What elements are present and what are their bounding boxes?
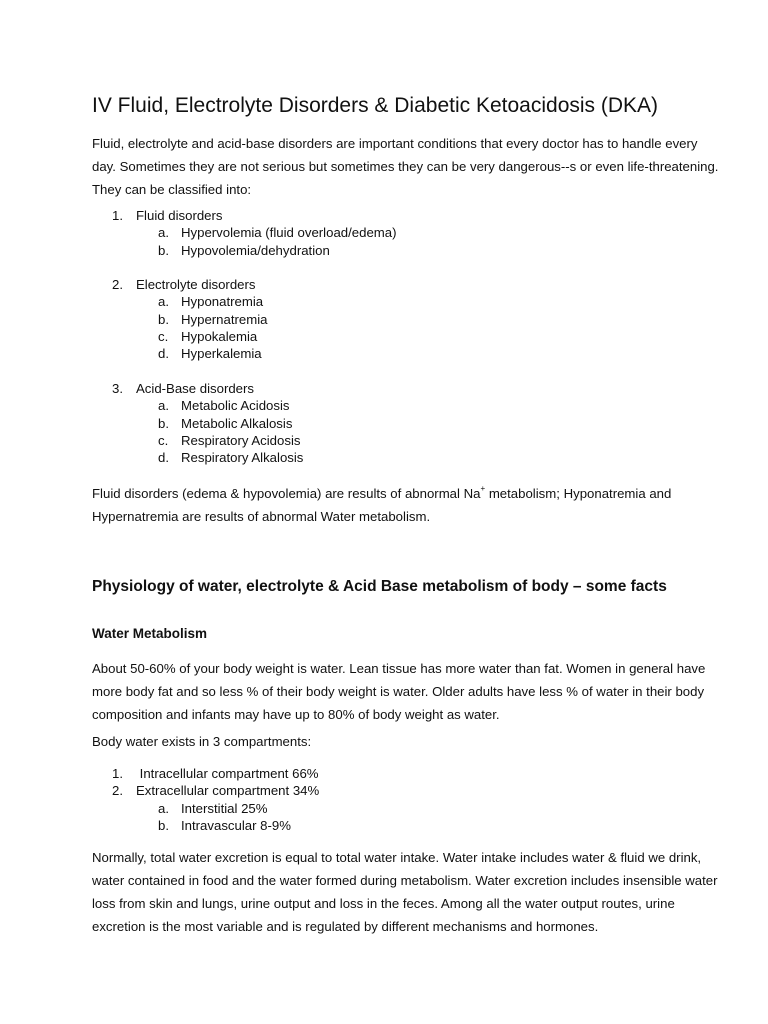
list-number: 1. [112, 766, 123, 781]
sodium-charge-superscript: + [480, 484, 486, 493]
list-label: Hypovolemia/dehydration [181, 242, 330, 258]
list-label: Respiratory Alkalosis [181, 450, 304, 466]
list-letter: c. [158, 432, 169, 448]
list-label: Respiratory Acidosis [181, 432, 301, 448]
list-letter: b. [158, 242, 169, 258]
list-label: Hyperkalemia [181, 346, 262, 362]
list-label: Hypernatremia [181, 311, 268, 327]
summary-text-part1: Fluid disorders (edema & hypovolemia) are results of abnormal Na [92, 486, 481, 501]
list-label: Fluid disorders [136, 208, 223, 223]
list-letter: a. [158, 225, 169, 241]
list-letter: d. [158, 346, 169, 362]
section-heading: Physiology of water, electrolyte & Acid Base metabolism of body – some facts [92, 578, 667, 595]
list-number: 2. [112, 277, 123, 293]
document-title: IV Fluid, Electrolyte Disorders & Diabetic Ketoacidosis (DKA) [92, 94, 659, 117]
list-label: Intravascular 8-9% [181, 817, 291, 833]
summary-paragraph [92, 482, 722, 528]
list-number: 3. [112, 380, 123, 396]
list-label: Intracellular compartment 66% [136, 766, 319, 781]
excretion-paragraph: Normally, total water excretion is equal to total water intake. Water intake includes water & fluid we drink, water contained in food and the water formed during metabolism. Water excretion includes insensible water loss from skin and lungs, urine output and loss in the feces. Among all the water output routes, urine excretion is the most variable and is regulated by different mechanisms and hormones. [92, 850, 718, 934]
list-letter: b. [158, 311, 169, 327]
list-letter: d. [158, 450, 169, 466]
list-letter: a. [158, 294, 169, 310]
list-label: Hypervolemia (fluid overload/edema) [181, 225, 397, 241]
compartments-intro: Body water exists in 3 compartments: [92, 734, 312, 749]
list-label: Electrolyte disorders [136, 277, 256, 293]
list-label: Acid-Base disorders [136, 380, 255, 396]
list-letter: a. [158, 398, 169, 414]
list-label: Hypokalemia [181, 329, 258, 345]
list-label: Hyponatremia [181, 294, 264, 310]
water-paragraph: About 50-60% of your body weight is water. Lean tissue has more water than fat. Women in general have more body fat and so less % of their body weight is water. Older adults have less % of water in their body composition and infants may have up to 80% of body weight as water. [92, 661, 706, 722]
subsection-heading: Water Metabolism [92, 626, 208, 641]
list-number: 2. [112, 783, 123, 799]
list-label: Metabolic Alkalosis [181, 415, 293, 431]
list-label: Metabolic Acidosis [181, 398, 290, 414]
list-label: Interstitial 25% [181, 800, 268, 816]
summary-text-part2: metabolism; Hyponatremia and Hypernatremia are results of abnormal Water metabolism. [92, 486, 672, 524]
list-label: Extracellular compartment 34% [136, 783, 320, 799]
list-letter: a. [158, 800, 169, 816]
list-number: 1. [112, 208, 123, 223]
list-letter: c. [158, 329, 169, 345]
intro-paragraph: Fluid, electrolyte and acid-base disorders are important conditions that every doctor has to handle every day. Sometimes they are not serious but sometimes they can be very dangerous--s or even life-threatening. They can be classified into: [92, 136, 719, 197]
list-letter: b. [158, 817, 169, 833]
list-letter: b. [158, 415, 169, 431]
